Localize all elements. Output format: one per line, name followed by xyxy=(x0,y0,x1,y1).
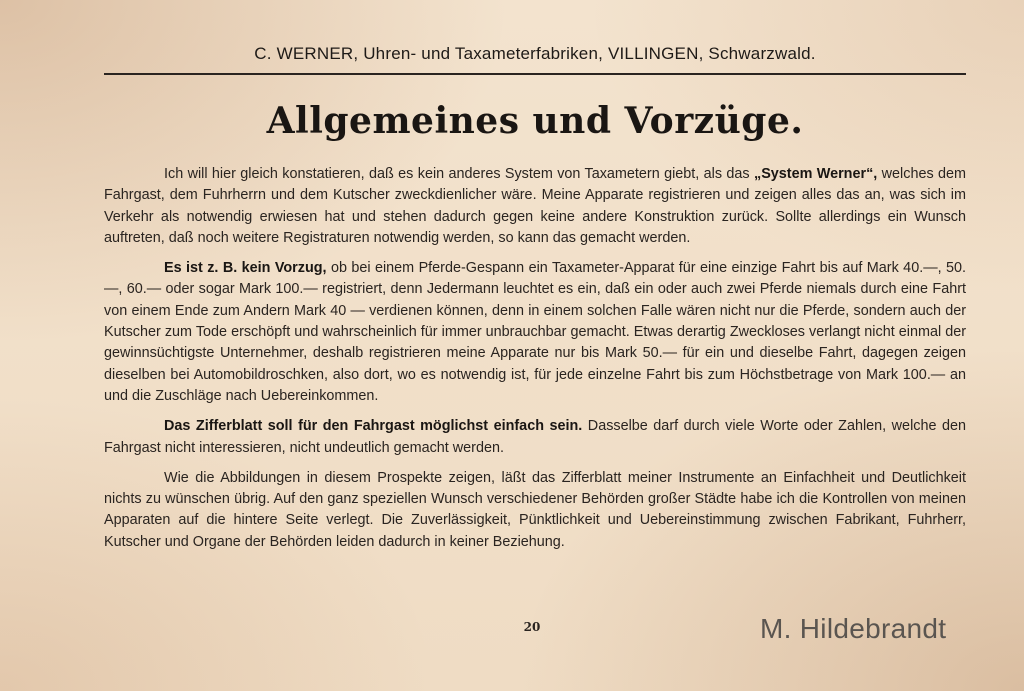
body-text xyxy=(104,164,966,562)
paragraph-3-bold-intro: Das Zifferblatt soll für den Fahrgast möglichst einfach sein. xyxy=(164,418,583,435)
paragraph-1-bold: „System Werner“, xyxy=(754,166,878,182)
paragraph-1-text-a: Ich will hier gleich konstatieren, daß es kein anderes System von Taxametern giebt, als das xyxy=(164,166,754,182)
paragraph-2-text: ob bei einem Pferde-Gespann ein Taxameter-Apparat für eine einzige Fahrt bis auf Mark 40.—, 50.—, 60.— oder sogar Mark 100.— registriert, denn Jedermann leuchtet es ein, daß ein oder auch zwei Pferde niemals durch eine Fahrt von einem Ende zum Andern Mark 40 — verdienen können, denn in einem solchen Falle wären nicht nur die Pferde, sondern auch der Kutscher zum Tode erschöpft und wahrscheinlich für immer unbrauchbar gemacht. Etwas derartig Zweckloses verlangt nicht einmal der gewinnsüchtigste Unternehmer, deshalb registrieren meine Apparate nur bis Mark 50.— für ein und dieselbe Fahrt, dagegen zeigen dieselben bei Automobildroschken, also dort, wo es notwendig ist, für jede einzelne Fahrt bis zum Höchstbetrage von Mark 100.— an und die Zuschläge nach Uebereinkommen. xyxy=(104,260,966,404)
paragraph-2-bold-intro: Es ist z. B. kein Vorzug, xyxy=(164,260,327,277)
paragraph-2 xyxy=(104,258,966,407)
paragraph-1 xyxy=(104,164,966,249)
paragraph-4 xyxy=(104,468,966,553)
header-rule xyxy=(104,73,966,75)
paragraph-1-text-b: welches dem Fahrgast, dem Fuhrherrn und dem Kutscher zweckdienlicher wäre. Meine Apparate registrieren und zeigen alles das an, was sich im Verkehr als notwendig erwiesen hat und stehen dadurch gegen keine andere Konstruktion zurück. Sollte allerdings ein Wunsch auftreten, daß noch weitere Registraturen notwendig werden, so kann das gemacht werden. xyxy=(104,166,967,246)
paragraph-3-text: Dasselbe darf durch viele Worte oder Zahlen, welche den Fahrgast nicht interessieren, nicht undeutlich gemacht werden. xyxy=(104,418,966,456)
page-title: Allgemeines und Vorzüge. xyxy=(266,100,804,142)
page-header: C. WERNER, Uhren- und Taxameterfabriken, VILLINGEN, Schwarzwald. xyxy=(254,44,816,63)
watermark-text: M. Hildebrandt xyxy=(760,613,947,644)
paragraph-4-text: Wie die Abbildungen in diesem Prospekte zeigen, läßt das Zifferblatt meiner Instrumente an Einfachheit und Deutlichkeit nichts zu wünschen übrig. Auf den ganz speziellen Wunsch verschiedener Behörden großer Städte habe ich die Kontrollen von meinen Apparaten auf die hintere Seite verlegt. Die Zuverlässigkeit, Pünktlichkeit und Uebereinstimmung zwischen Fabrikant, Fuhrherr, Kutscher und Organe der Behörden leiden dadurch in keiner Beziehung. xyxy=(104,469,966,550)
page-number: 20 xyxy=(523,620,541,634)
paragraph-3 xyxy=(104,416,966,459)
